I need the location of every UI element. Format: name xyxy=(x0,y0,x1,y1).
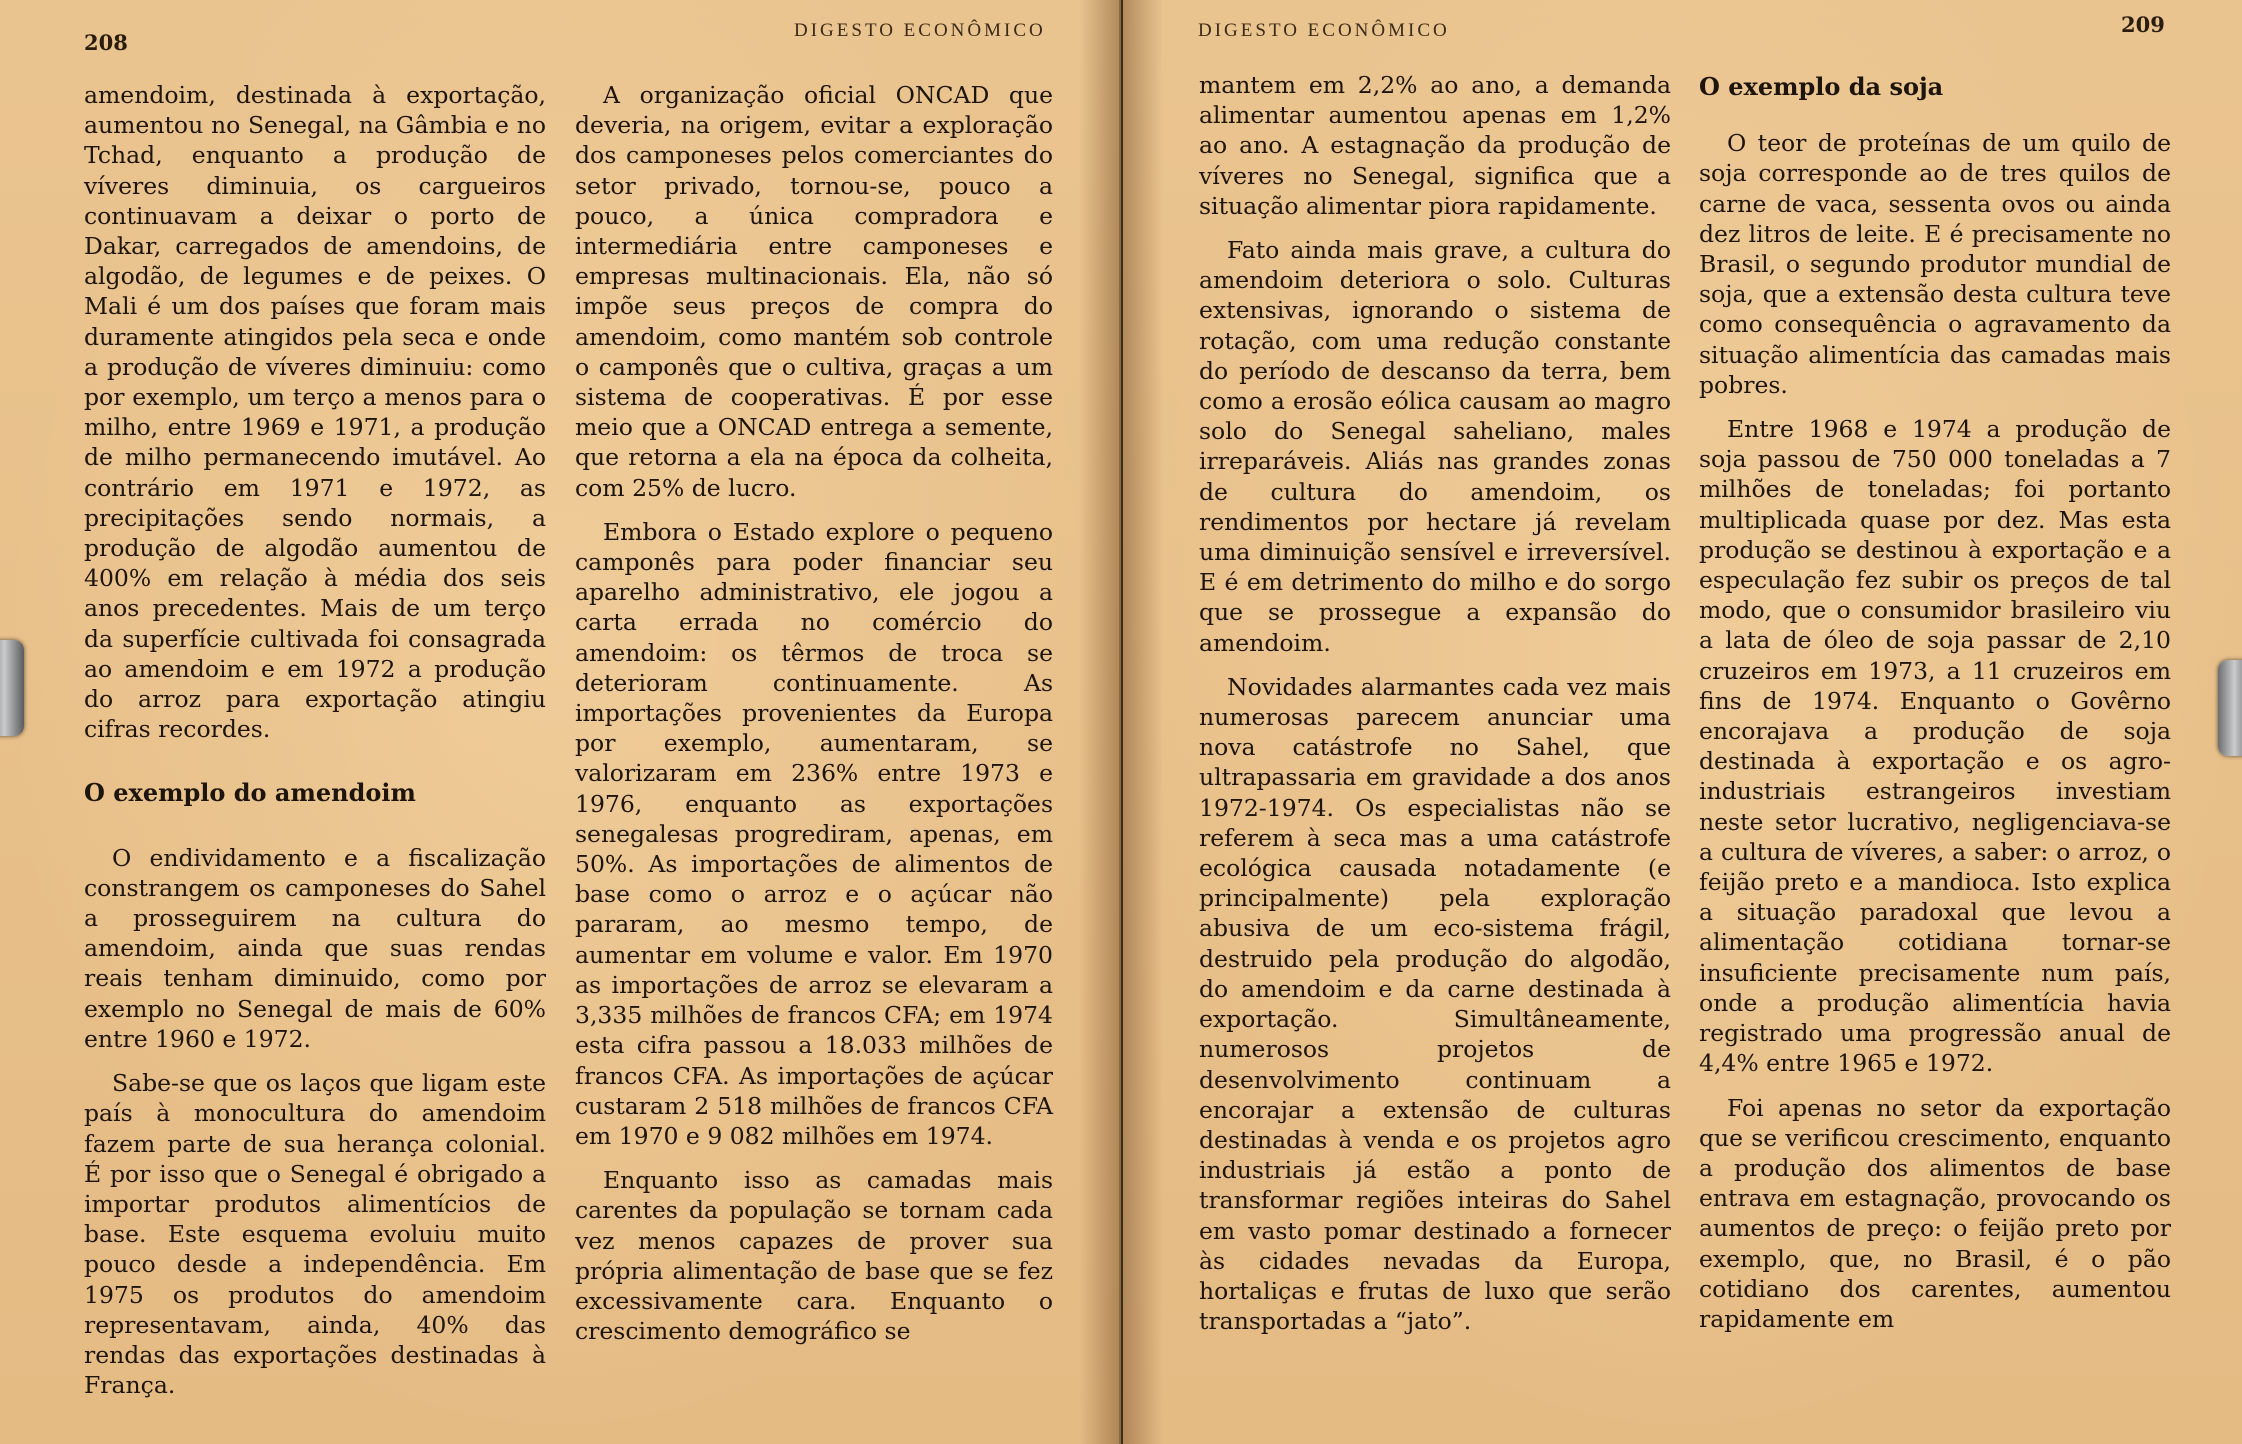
right-column-1 xyxy=(1199,70,1671,1350)
page-number: 209 xyxy=(2121,12,2165,37)
binder-clip xyxy=(0,640,24,736)
paragraph: Enquanto isso as camadas mais carentes da população se tornam cada vez menos capazes de prover sua própria alimentação de base que se fez excessivamente cara. Enquanto o crescimento demográfico se xyxy=(575,1166,1053,1346)
left-column-2 xyxy=(575,80,1053,1360)
paragraph: mantem em 2,2% ao ano, a demanda alimentar aumentou apenas em 1,2% ao ano. A estagnação da produção de víveres no Senegal, significa que a situação alimentar piora rapidamente. xyxy=(1199,71,1671,220)
right-column-2 xyxy=(1699,72,2171,1348)
paragraph: O endividamento e a fiscalização constrangem os camponeses do Sahel a prosseguirem na cultura do amendoim, ainda que suas rendas reais tenham diminuido, como por exemplo no Senegal de mais de 60% entre 1960 e 1972. xyxy=(84,843,546,1053)
paragraph: amendoim, destinada à exportação, aumentou no Senegal, na Gâmbia e no Tchad, enquanto a produção de víveres diminuia, os cargueiros continuavam a deixar o porto de Dakar, carregados de amendoins, de algodão, de legumes e de peixes. O Mali é um dos países que foram mais duramente atingidos pela seca e onde a produção de víveres diminuiu: como por exemplo, um terço a menos para o milho, entre 1969 e 1971, a produção de milho permanecendo imutável. Ao contrário em 1971 e 1972, as precipitações sendo normais, a produção de algodão aumentou de 400% em relação à média dos seis anos precedentes. Mais de um terço da superfície cultivada foi consagrada ao amendoim e em 1972 a produção do arroz para exportação atingiu cifras recordes. xyxy=(84,81,546,744)
paragraph: Novidades alarmantes cada vez mais numerosas parecem anunciar uma nova catástrofe no Sahel, que ultrapassaria em gravidade a dos anos 1972-1974. Os especialistas não se referem à seca mas a uma catástrofe ecológica causada notadamente (e principalmente) pela exploração abusiva de um eco-sistema frágil, destruido pela produção do algodão, do amendoim e da carne destinada à exportação. Simultâneamente, numerosos projetos de desenvolvimento continuam a encorajar a extensão de culturas destinadas à venda e os projetos agro industriais já estão a ponto de transformar regiões inteiras do Sahel em vasto pomar destinado a fornecer às cidades nevadas da Europa, hortaliças e frutas de luxo que serão transportadas a “jato”. xyxy=(1199,672,1671,1336)
paragraph: Foi apenas no setor da exportação que se verificou crescimento, enquanto a produção dos alimentos de base entrava em estagnação, provocando os aumentos de preço: o feijão preto por exemplo, que, no Brasil, é o pão cotidiano dos carentes, aumentou rapidamente em xyxy=(1699,1093,2171,1333)
paragraph: A organização oficial ONCAD que deveria, na origem, evitar a exploração dos camponeses pelos comerciantes do setor privado, tornou-se, pouco a pouco, a única compradora e intermediária entre camponeses e empresas multinacionais. Ela, não só impõe seus preços de compra do amendoim, como mantém sob controle o camponês que o cultiva, graças a um sistema de cooperativas. É por esse meio que a ONCAD entrega a semente, que retorna a ela na época da colheita, com 25% de lucro. xyxy=(575,81,1053,502)
right-page xyxy=(1123,0,2242,1444)
gutter-shadow xyxy=(1123,0,1163,1444)
paragraph: Embora o Estado explore o pequeno camponês para poder financiar seu aparelho administrativo, ele jogou a carta errada no comércio do amendoim: os têrmos de troca se deterioram continuamente. As importações provenientes da Europa por exemplo, aumentaram, se valorizaram em 236% entre 1973 e 1976, enquanto as exportações senegalesas progrediram, apenas, em 50%. As importações de alimentos de base como o arroz e o açúcar não pararam, ao mesmo tempo, de aumentar em volume e valor. Em 1970 as importações de arroz se elevaram a 3,335 milhões de francos CFA; em 1974 esta cifra passou a 18.033 milhões de francos CFA. As importações de açúcar custaram 2 518 milhões de francos CFA em 1970 e 9 082 milhões em 1974. xyxy=(575,517,1053,1150)
binder-clip xyxy=(2218,660,2242,756)
paragraph: Fato ainda mais grave, a cultura do amendoim deteriora o solo. Culturas extensivas, ignorando o sistema de rotação, com uma redução constante do período de descanso da terra, bem como a erosão eólica causam ao magro solo do Senegal saheliano, males irreparáveis. Aliás nas grandes zonas de cultura do amendoim, os rendimentos por hectare já revelam uma diminuição sensível e irreversível. E é em detrimento do milho e do sorgo que se prossegue a expansão do amendoim. xyxy=(1199,236,1671,657)
section-heading: O exemplo do amendoim xyxy=(84,778,416,808)
running-head: DIGESTO ECONÔMICO xyxy=(794,20,1046,41)
paragraph: Sabe-se que os laços que ligam este país à monocultura do amendoim fazem parte de sua herança colonial. É por isso que o Senegal é obrigado a importar produtos alimentícios de base. Este esquema evoluiu muito pouco desde a independência. Em 1975 os produtos do amendoim representavam, ainda, 40% das rendas das exportações destinadas à França. xyxy=(84,1069,546,1400)
section-heading: O exemplo da soja xyxy=(1699,72,1944,101)
page-number: 208 xyxy=(84,30,128,55)
gutter-shadow xyxy=(1079,0,1119,1444)
left-column-1 xyxy=(84,80,546,1414)
paragraph: Entre 1968 e 1974 a produção de soja passou de 750 000 toneladas a 7 milhões de toneladas; foi portanto multiplicada quase por dez. Mas esta produção se destinou à exportação e a especulação fez subir os preços de tal modo, que o consumidor brasileiro viu a lata de óleo de soja passar de 2,10 cruzeiros em 1973, a 11 cruzeiros em fins de 1974. Enquanto o Govêrno encorajava a produção de soja destinada à exportação e os agro-industriais estrangeiros investiam neste setor lucrativo, negligenciava-se a cultura de víveres, a saber: o arroz, o feijão preto e a mandioca. Isto explica a situação paradoxal que levou a alimentação cotidiana tornar-se insuficiente precisamente num país, onde a produção alimentícia havia registrado uma progressão anual de 4,4% entre 1965 e 1972. xyxy=(1699,415,2171,1078)
paragraph: O teor de proteínas de um quilo de soja corresponde ao de tres quilos de carne de vaca, sessenta ovos ou ainda dez litros de leite. E é precisamente no Brasil, o segundo produtor mundial de soja, que a extensão desta cultura teve como consequência o agravamento da situação alimentícia das camadas mais pobres. xyxy=(1699,129,2171,399)
running-head: DIGESTO ECONÔMICO xyxy=(1198,20,1450,41)
